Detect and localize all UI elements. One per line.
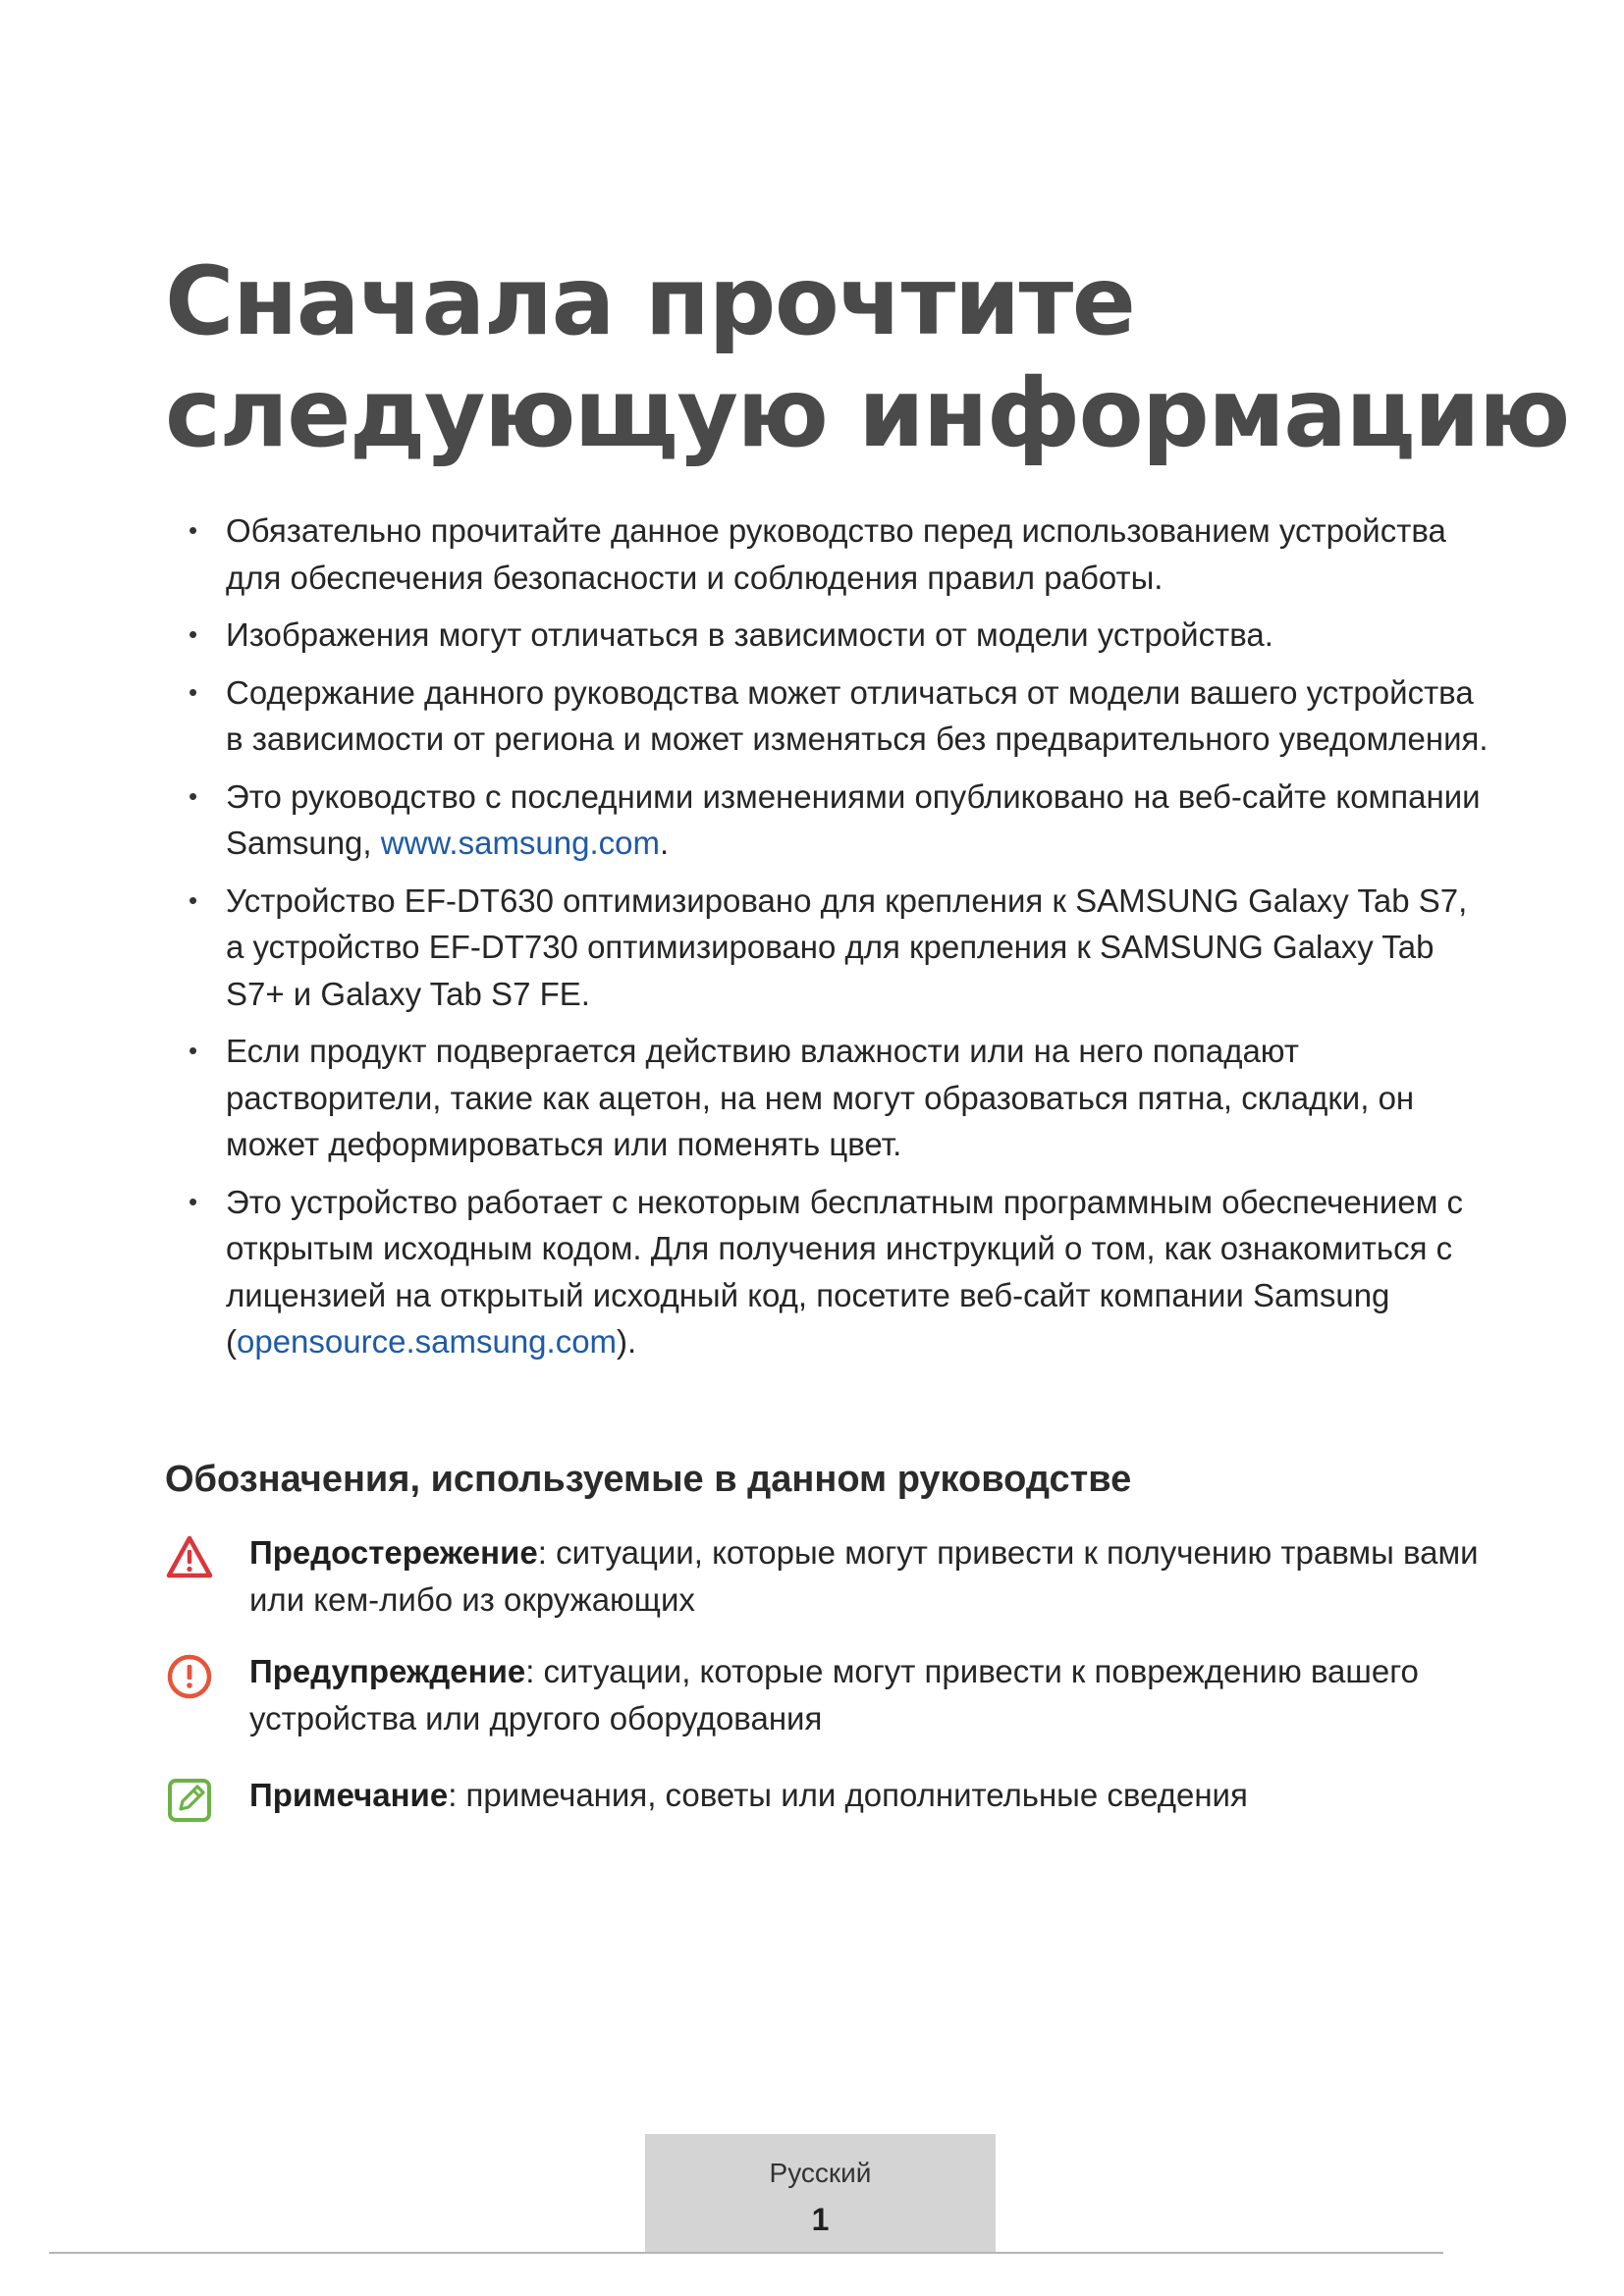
bullet-dot-icon: •: [189, 1186, 198, 1216]
bullet-dot-icon: •: [189, 884, 198, 915]
bullet-dot-icon: •: [189, 780, 198, 811]
bullet-dot-icon: •: [189, 619, 198, 649]
page-footer: [645, 2134, 996, 2254]
note-pencil-icon: [165, 1776, 214, 1825]
list-item-text: Изображения могут отличаться в зависимости от модели устройства.: [226, 616, 1273, 653]
notice-note-term: Примечание: [249, 1777, 449, 1813]
list-item: [185, 774, 1490, 867]
warning-triangle-icon: [165, 1533, 214, 1582]
list-item-text-end: ).: [617, 1323, 637, 1360]
list-item-text-end: .: [660, 825, 670, 861]
bullet-dot-icon: •: [189, 676, 198, 707]
notice-caution-description: : ситуации, которые могут привести к повреждению вашего устройства или другого оборудования: [249, 1653, 1419, 1736]
list-item-text: Это устройство работает с некоторым бесплатным программным обеспечением с открытым исходным кодом. Для получения инструкций о том, как ознакомиться с лицензией на открытый исходный код, посетите веб-сайт компании Samsung (: [226, 1183, 1464, 1360]
symbols-heading: Обозначения, используемые в данном руководстве: [165, 1459, 1132, 1500]
page-title-line-2: следующую информацию: [165, 358, 1569, 468]
notice-warning-term: Предостережение: [249, 1534, 538, 1571]
notice-note-description: : примечания, советы или дополнительные сведения: [448, 1777, 1248, 1813]
list-item: [185, 1028, 1490, 1168]
list-item-text: Содержание данного руководства может отличаться от модели вашего устройства в зависимости от региона и может изменяться без предварительного уведомления.: [226, 673, 1489, 757]
list-item: [185, 1179, 1490, 1365]
notice-warning-text: [249, 1529, 1481, 1623]
notice-warning-description: : ситуации, которые могут привести к получению травмы вами или кем-либо из окружающих: [249, 1534, 1479, 1618]
bullet-dot-icon: •: [189, 1036, 198, 1065]
notice-caution-text: [249, 1648, 1481, 1741]
list-item: [185, 669, 1490, 763]
notice-warning: [165, 1529, 1481, 1623]
opensource-website-link[interactable]: opensource.samsung.com: [237, 1323, 618, 1360]
footer-language: Русский: [769, 2158, 872, 2188]
list-item: [185, 507, 1490, 601]
notice-caution-term: Предупреждение: [249, 1653, 526, 1689]
list-item-text: Устройство EF-DT630 оптимизировано для крепления к SAMSUNG Galaxy Tab S7, а устройство EF-DT730 оптимизировано для крепления к SAMSUNG Galaxy Tab S7+ и Galaxy Tab S7 FE.: [226, 881, 1468, 1012]
notice-caution: [165, 1648, 1481, 1741]
page-number: 1: [811, 2202, 830, 2237]
bullet-dot-icon: •: [189, 515, 198, 545]
list-item: [185, 878, 1490, 1018]
page-title-line-1: Сначала прочтите: [165, 246, 1135, 356]
bullet-list: [185, 507, 1490, 1376]
list-item-text: Если продукт подвергается действию влажности или на него попадают растворители, такие как ацетон, на нем могут образоваться пятна, складки, он может деформироваться или поменять цвет.: [226, 1033, 1415, 1162]
notice-note: [165, 1772, 1481, 1819]
page-title: [165, 245, 1569, 469]
list-item: [185, 612, 1490, 659]
footer-divider: [49, 2252, 1443, 2254]
caution-circle-icon: [165, 1652, 214, 1701]
samsung-website-link[interactable]: www.samsung.com: [380, 825, 661, 861]
list-item-text: Это руководство с последними изменениями опубликовано на веб-сайте компании Samsung,: [226, 777, 1481, 861]
list-item-text: Обязательно прочитайте данное руководство перед использованием устройства для обеспечения безопасности и соблюдения правил работы.: [226, 512, 1446, 596]
notice-note-text: [249, 1772, 1481, 1819]
